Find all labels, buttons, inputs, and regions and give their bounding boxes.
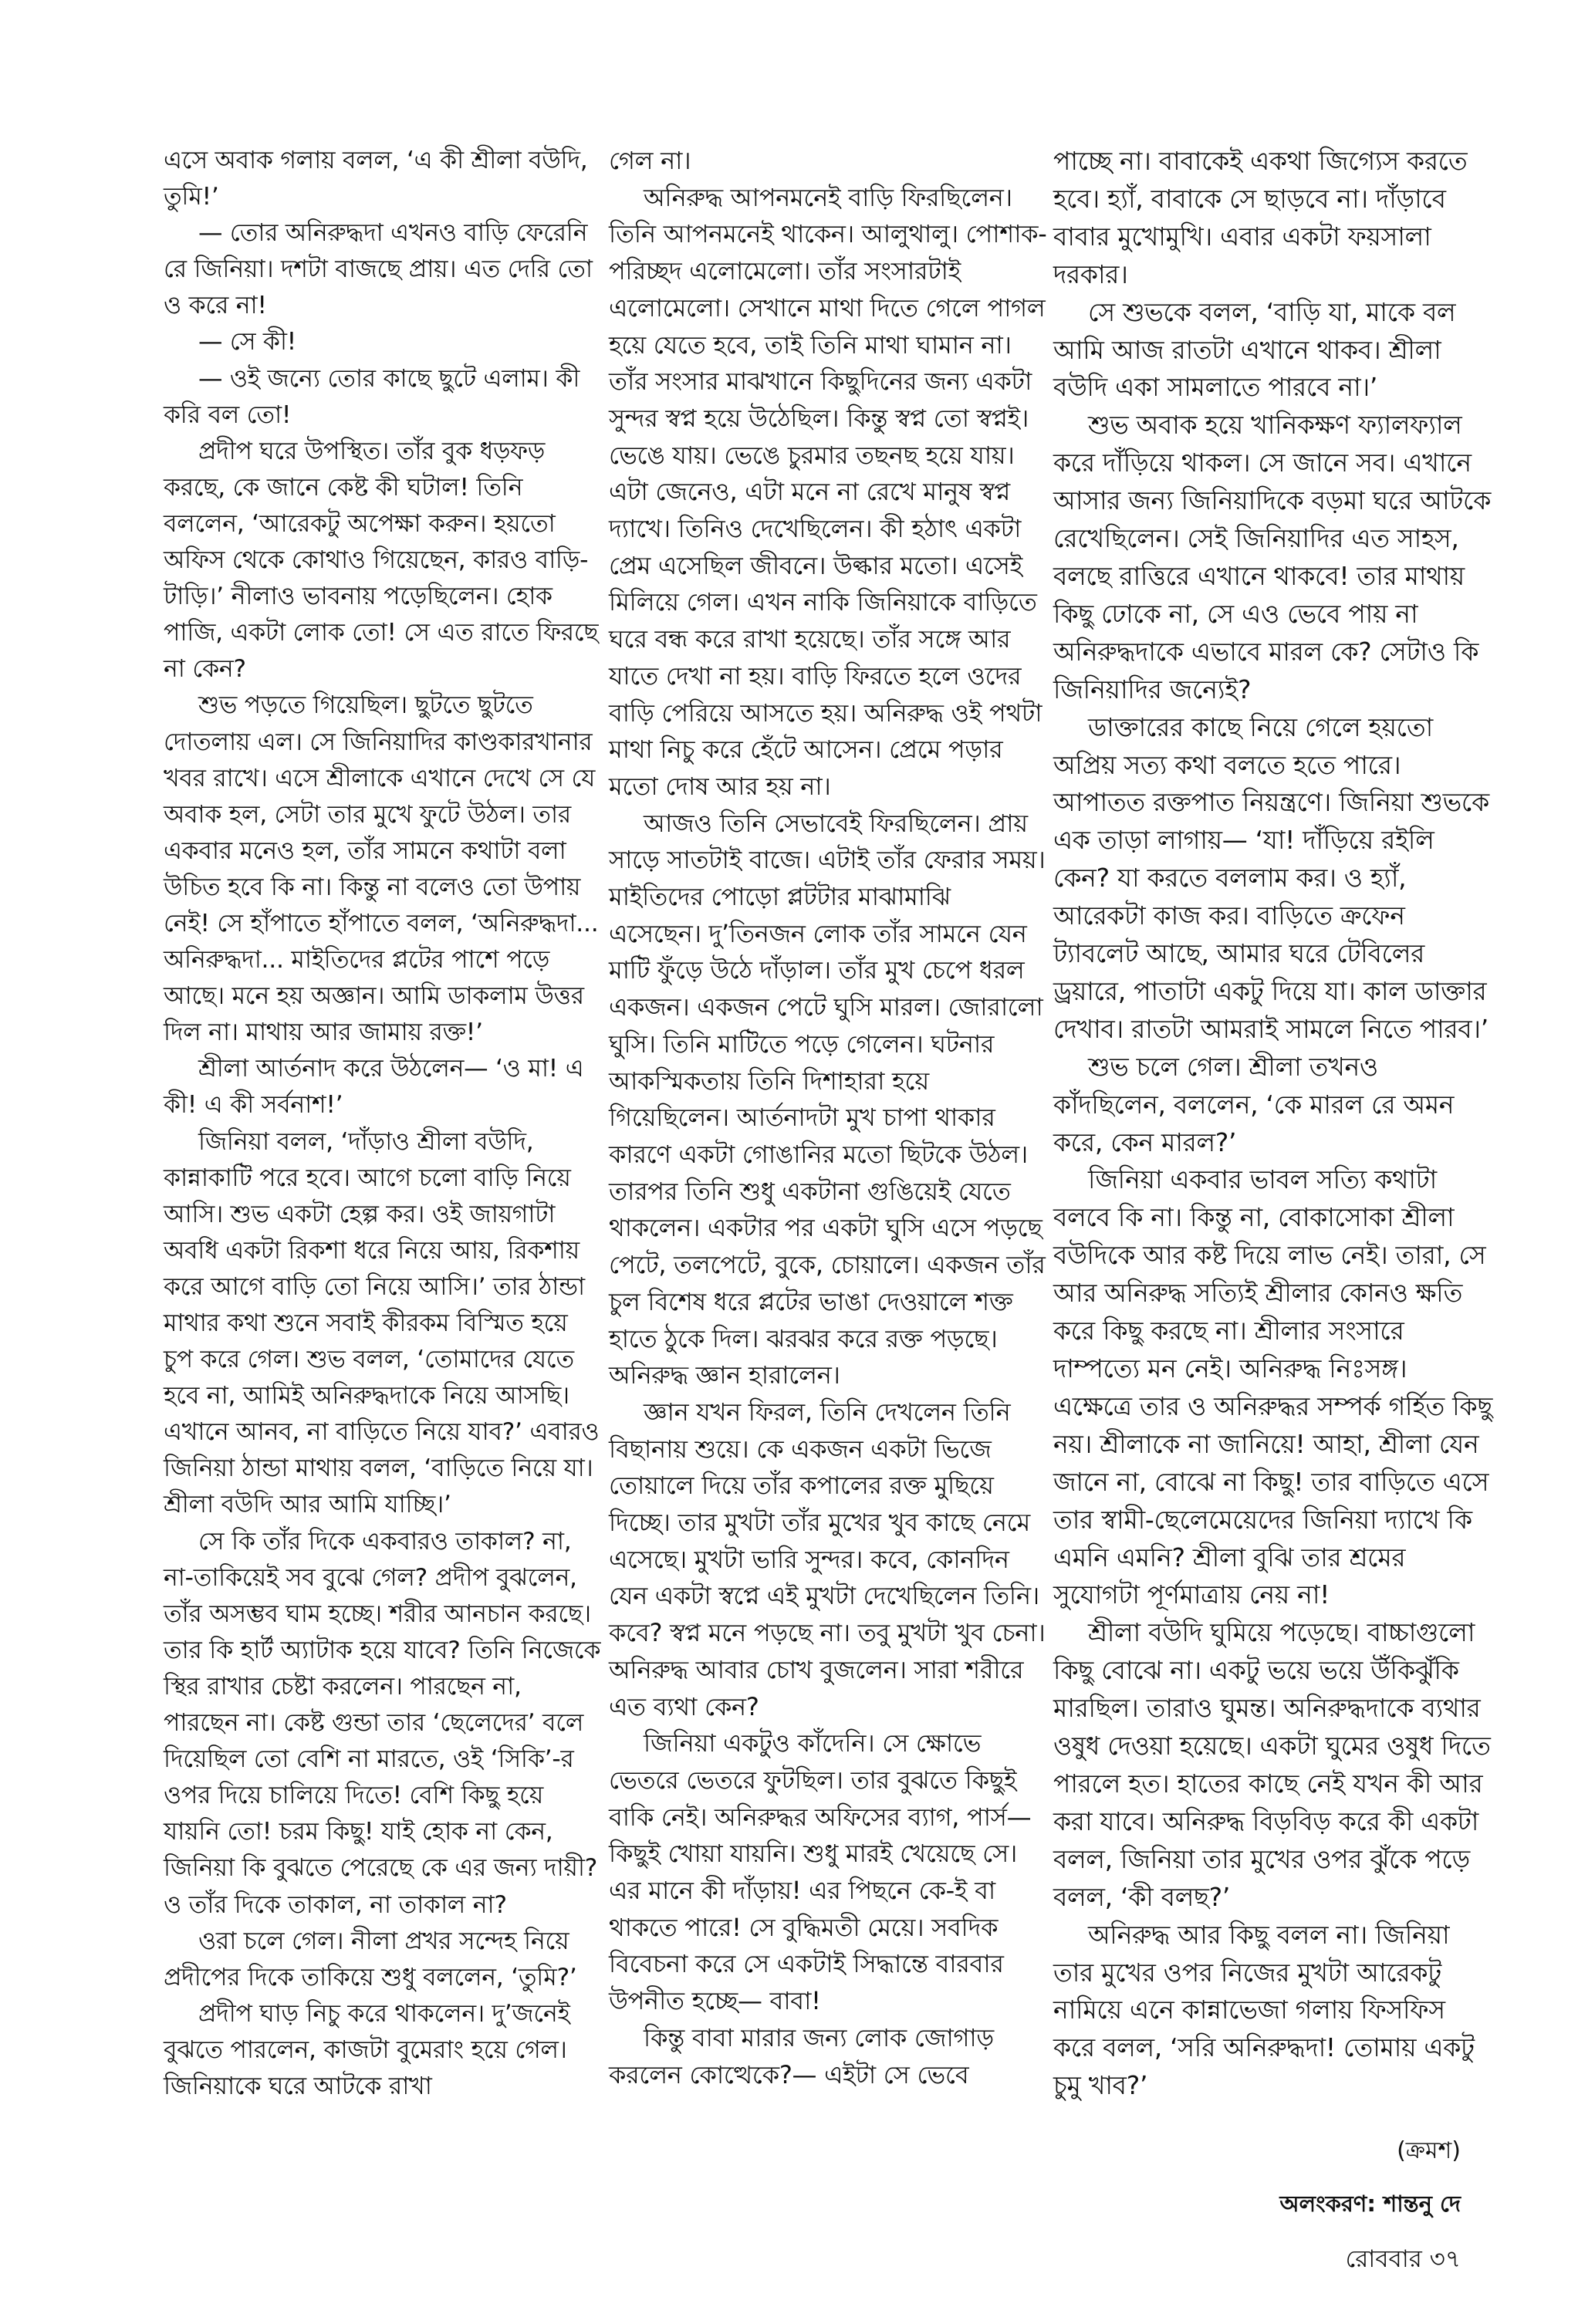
paragraph: সে শুভকে বলল, ‘বাড়ি যা, মাকে বল আমি আজ রাতটা এখানে থাকব। শ্রীলা বউদি একা সামলাতে পারবে না।’ bbox=[1053, 296, 1456, 403]
paragraph: — সে কী! bbox=[198, 328, 296, 356]
text-column-3 bbox=[1053, 143, 1493, 2105]
to-be-continued-note: (ক্রমশ) bbox=[1397, 2137, 1461, 2164]
paragraph: শুভ পড়তে গিয়েছিল। ছুটতে ছুটতে দোতলায় এল। সে জিনিয়াদির কাণ্ডকারখানার খবর রাখে। এসে শ্রীলাকে এখানে দেখে সে যে অবাক হল, সেটা তার মুখে ফুটে উঠল। তার একবার মনেও হল, তাঁর সামনে কথাটা বলা উচিত হবে কি না। কিন্তু না বলেও তো উপায় নেই! সে হাঁপাতে হাঁপাতে বলল, ‘অনিরুদ্ধদা... অনিরুদ্ধদা... মাইতিদের প্লটের পাশে পড়ে আছে। মনে হয় অজ্ঞান। আমি ডাকলাম উত্তর দিল না। মাথায় আর জামায় রক্ত!’ bbox=[164, 691, 599, 1047]
paragraph: — তোর অনিরুদ্ধদা এখনও বাড়ি ফেরেনি রে জিনিয়া। দশটা বাজছে প্রায়। এত দেরি তো ও করে না! bbox=[164, 219, 593, 320]
paragraph: শ্রীলা আর্তনাদ করে উঠলেন— ‘ও মা! এ কী! এ কী সর্বনাশ!’ bbox=[164, 1055, 584, 1120]
paragraph: শুভ অবাক হয়ে খানিকক্ষণ ফ্যালফ্যাল করে দাঁড়িয়ে থাকল। সে জানে সব। এখানে আসার জন্য জিনিয়াদিকে বড়মা ঘরে আটকে রেখেছিলেন। সেই জিনিয়াদির এত সাহস, বলছে রাত্তিরে এখানে থাকবে! তার মাথায় কিছু ঢোকে না, সে এও ভেবে পায় না অনিরুদ্ধদাকে এভাবে মারল কে? সেটাও কি জিনিয়াদির জন্যেই? bbox=[1053, 410, 1492, 704]
paragraph: জিনিয়া একটুও কাঁদেনি। সে ক্ষোভে ভেতরে ভেতরে ফুটছিল। তার বুঝতে কিছুই বাকি নেই। অনিরুদ্ধর অফিসের ব্যাগ, পার্স— কিছুই খোয়া যায়নি। শুধু মারই খেয়েছে সে। এর মানে কী দাঁড়ায়! এর পিছনে কে-ই বা থাকতে পারে! সে বুদ্ধিমতী মেয়ে। সবদিক বিবেচনা করে সে একটাই সিদ্ধান্তে বারবার উপনীত হচ্ছে— বাবা! bbox=[609, 1728, 1032, 2016]
paragraph: গেল না। bbox=[609, 146, 691, 175]
paragraph: প্রদীপ ঘরে উপস্থিত। তাঁর বুক ধড়ফড় করছে, কে জানে কেষ্ট কী ঘটাল! তিনি বললেন, ‘আরেকটু অপেক্ষা করুন। হয়তো অফিস থেকে কোথাও গিয়েছেন, কারও বাড়ি-টাড়ি।’ নীলাও ভাবনায় পড়েছিলেন। হোক পাজি, একটা লোক তো! সে এত রাতে ফিরছে না কেন? bbox=[164, 437, 599, 684]
illustration-credit: অলংকরণ: শান্তনু দে bbox=[1279, 2191, 1461, 2217]
paragraph: আজও তিনি সেভাবেই ফিরছিলেন। প্রায় সাড়ে সাতটাই বাজে। এটাই তাঁর ফেরার সময়। মাইতিদের পোড়ো প্লটটার মাঝামাঝি এসেছেন। দু’তিনজন লোক তাঁর সামনে যেন মাটি ফুঁড়ে উঠে দাঁড়াল। তাঁর মুখ চেপে ধরল একজন। একজন পেটে ঘুসি মারল। জোরালো ঘুসি। তিনি মাটিতে পড়ে গেলেন। ঘটনার আকস্মিকতায় তিনি দিশাহারা হয়ে গিয়েছিলেন। আর্তনাদটা মুখ চাপা থাকার কারণে একটা গোঙানির মতো ছিটকে উঠল। তারপর তিনি শুধু একটানা গুঙিয়েই যেতে থাকলেন। একটার পর একটা ঘুসি এসে পড়ছে পেটে, তলপেটে, বুকে, চোয়ালে। একজন তাঁর চুল বিশেষ ধরে প্লটের ভাঙা দেওয়ালে শক্ত হাতে ঠুকে দিল। ঝরঝর করে রক্ত পড়ছে। অনিরুদ্ধ জ্ঞান হারালেন। bbox=[609, 808, 1046, 1390]
paragraph: এসে অবাক গলায় বলল, ‘এ কী শ্রীলা বউদি, তুমি!’ bbox=[164, 147, 588, 211]
paragraph: অনিরুদ্ধ আর কিছু বলল না। জিনিয়া তার মুখের ওপর নিজের মুখটা আরেকটু নামিয়ে এনে কান্নাভেজা গলায় ফিসফিস করে বলল, ‘সরি অনিরুদ্ধদা! তোমায় একটু চুমু খাব?’ bbox=[1053, 1919, 1475, 2101]
paragraph: শুভ চলে গেল। শ্রীলা তখনও কাঁদছিলেন, বললেন, ‘কে মারল রে অমন করে, কেন মারল?’ bbox=[1053, 1051, 1455, 1157]
paragraph: — ওই জন্যে তোর কাছে ছুটে এলাম। কী করি বল তো! bbox=[164, 364, 580, 429]
paragraph: ডাক্তারের কাছে নিয়ে গেলে হয়তো অপ্রিয় সত্য কথা বলতে হতে পারে। আপাতত রক্তপাত নিয়ন্ত্রণে। জিনিয়া শুভকে এক তাড়া লাগায়— ‘যা! দাঁড়িয়ে রইলি কেন? যা করতে বললাম কর। ও হ্যাঁ, আরেকটা কাজ কর। বাড়িতে ক্রফেন ট্যাবলেট আছে, আমার ঘরে টেবিলের ড্রয়ারে, পাতাটা একটু দিয়ে যা। কাল ডাক্তার দেখাব। রাতটা আমরাই সামলে নিতে পারব।’ bbox=[1053, 711, 1489, 1044]
paragraph: অনিরুদ্ধ আপনমনেই বাড়ি ফিরছিলেন। তিনি আপনমনেই থাকেন। আলুথালু। পোশাক-পরিচ্ছদ এলোমেলো। তাঁর সংসারটাই এলোমেলো। সেখানে মাথা দিতে গেলে পাগল হয়ে যেতে হবে, তাই তিনি মাথা ঘামান না। তাঁর সংসার মাঝখানে কিছুদিনের জন্য একটা সুন্দর স্বপ্ন হয়ে উঠেছিল। কিন্তু স্বপ্ন তো স্বপ্নই। ভেঙে যায়। ভেঙে চুরমার তছনছ হয়ে যায়। এটা জেনেও, এটা মনে না রেখে মানুষ স্বপ্ন দ্যাখে। তিনিও দেখেছিলেন। কী হঠাৎ একটা প্রেম এসেছিল জীবনে। উল্কার মতো। এসেই মিলিয়ে গেল। এখন নাকি জিনিয়াকে বাড়িতে ঘরে বন্ধ করে রাখা হয়েছে। তাঁর সঙ্গে আর যাতে দেখা না হয়। বাড়ি ফিরতে হলে ওদের বাড়ি পেরিয়ে আসতে হয়। অনিরুদ্ধ ওই পথটা মাথা নিচু করে হেঁটে আসেন। প্রেমে পড়ার মতো দোষ আর হয় না। bbox=[609, 182, 1047, 801]
paragraph: কিন্তু বাবা মারার জন্য লোক জোগাড় করলেন কোত্থেকে?— এইটা সে ভেবে bbox=[609, 2022, 994, 2089]
paragraph: ওরা চলে গেল। নীলা প্রখর সন্দেহ নিয়ে প্রদীপের দিকে তাকিয়ে শুধু বললেন, ‘তুমি?’ bbox=[164, 1927, 577, 1991]
paragraph: জ্ঞান যখন ফিরল, তিনি দেখলেন তিনি বিছানায় শুয়ে। কে একজন একটা ভিজে তোয়ালে দিয়ে তাঁর কপালের রক্ত মুছিয়ে দিচ্ছে। তার মুখটা তাঁর মুখের খুব কাছে নেমে এসেছে। মুখটা ভারি সুন্দর। কবে, কোনদিন যেন একটা স্বপ্নে এই মুখটা দেখেছিলেন তিনি। কবে? স্বপ্ন মনে পড়ছে না। তবু মুখটা খুব চেনা। অনিরুদ্ধ আবার চোখ বুজলেন। সারা শরীরে এত ব্যথা কেন? bbox=[609, 1397, 1046, 1721]
page-folio: রোববার ৩৭ bbox=[1345, 2245, 1461, 2273]
paragraph: প্রদীপ ঘাড় নিচু করে থাকলেন। দু’জনেই বুঝতে পারলেন, কাজটা বুমেরাং হয়ে গেল। জিনিয়াকে ঘরে আটকে রাখা bbox=[164, 1999, 570, 2100]
text-column-2 bbox=[609, 143, 1049, 2093]
paragraph: শ্রীলা বউদি ঘুমিয়ে পড়েছে। বাচ্চাগুলো কিছু বোঝে না। একটু ভয়ে ভয়ে উঁকিঝুঁকি মারছিল। তারাও ঘুমন্ত। অনিরুদ্ধদাকে ব্যথার ওষুধ দেওয়া হয়েছে। একটা ঘুমের ওষুধ দিতে পারলে হত। হাতের কাছে নেই যখন কী আর করা যাবে। অনিরুদ্ধ বিড়বিড় করে কী একটা বলল, জিনিয়া তার মুখের ওপর ঝুঁকে পড়ে বলল, ‘কী বলছ?’ bbox=[1053, 1617, 1491, 1912]
paragraph: পাচ্ছে না। বাবাকেই একথা জিগ্যেস করতে হবে। হ্যাঁ, বাবাকে সে ছাড়বে না। দাঁড়াবে বাবার মুখোমুখি। এবার একটা ফয়সালা দরকার। bbox=[1053, 146, 1468, 289]
paragraph: সে কি তাঁর দিকে একবারও তাকাল? না, না-তাকিয়েই সব বুঝে গেল? প্রদীপ বুঝলেন, তাঁর অসম্ভব ঘাম হচ্ছে। শরীর আনচান করছে। তার কি হার্ট অ্যাটাক হয়ে যাবে? তিনি নিজেকে স্থির রাখার চেষ্টা করলেন। পারছেন না, পারছেন না। কেষ্ট গুন্ডা তার ‘ছেলেদের’ বলে দিয়েছিল তো বেশি না মারতে, ওই ‘সিকি’-র ওপর দিয়ে চালিয়ে দিতে! বেশি কিছু হয়ে যায়নি তো! চরম কিছু! যাই হোক না কেন, জিনিয়া কি বুঝতে পেরেছে কে এর জন্য দায়ী? ও তাঁর দিকে তাকাল, না তাকাল না? bbox=[164, 1527, 601, 1919]
text-column-1 bbox=[164, 143, 603, 2105]
paragraph: জিনিয়া একবার ভাবল সত্যি কথাটা বলবে কি না। কিন্তু না, বোকাসোকা শ্রীলা বউদিকে আর কষ্ট দিয়ে লাভ নেই। তারা, সে আর অনিরুদ্ধ সত্যিই শ্রীলার কোনও ক্ষতি করে কিছু করছে না। শ্রীলার সংসারে দাম্পত্যে মন নেই। অনিরুদ্ধ নিঃসঙ্গ। এক্ষেত্রে তার ও অনিরুদ্ধর সম্পর্ক গর্হিত কিছু নয়। শ্রীলাকে না জানিয়ে! আহা, শ্রীলা যেন জানে না, বোঝে না কিছু! তার বাড়িতে এসে তার স্বামী-ছেলেমেয়েদের জিনিয়া দ্যাখে কি এমনি এমনি? শ্রীলা বুঝি তার শ্রমের সুযোগটা পূর্ণমাত্রায় নেয় না! bbox=[1053, 1164, 1493, 1610]
paragraph: জিনিয়া বলল, ‘দাঁড়াও শ্রীলা বউদি, কান্নাকাটি পরে হবে। আগে চলো বাড়ি নিয়ে আসি। শুভ একটা হেল্প কর। ওই জায়গাটা অবধি একটা রিকশা ধরে নিয়ে আয়, রিকশায় করে আগে বাড়ি তো নিয়ে আসি।’ তার ঠান্ডা মাথার কথা শুনে সবাই কীরকম বিস্মিত হয়ে চুপ করে গেল। শুভ বলল, ‘তোমাদের যেতে হবে না, আমিই অনিরুদ্ধদাকে নিয়ে আসছি। এখানে আনব, না বাড়িতে নিয়ে যাব?’ এবারও জিনিয়া ঠান্ডা মাথায় বলল, ‘বাড়িতে নিয়ে যা। শ্রীলা বউদি আর আমি যাচ্ছি।’ bbox=[164, 1127, 600, 1519]
